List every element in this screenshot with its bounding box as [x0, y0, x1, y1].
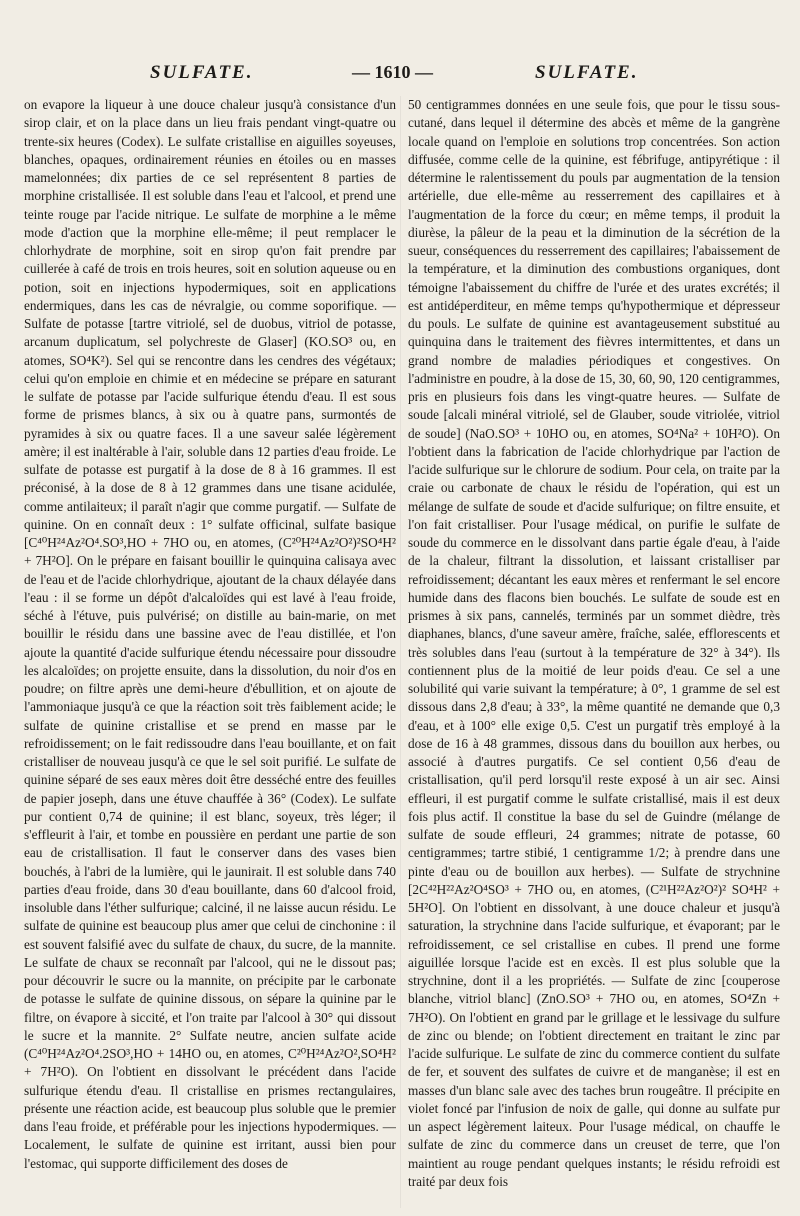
running-title-right: SULFATE. [535, 62, 639, 83]
left-column-text: on evapore la liqueur à une douce chaleur jusqu'à consistance d'un sirop clair, et on la place dans un lieu frais pendant vingt-quatre ou trente-six heures (Codex). Le sulfate cristallise en aiguilles soyeuses, blanches, opaques, ordinairement réunies en étoiles ou en masses mamelonnées; dix parties de ce sel représentent 8 parties de morphine cristallisée. Il est soluble dans l'eau et l'alcool, et prend une teinte rouge par l'acide nitrique. Le sulfate de morphine a le même mode d'action que la morphine elle-même; il peut remplacer le chlorhydrate de morphine, soit en sirop qu'on fait prendre par cuillerée à café de trois en trois heures, soit en solution aqueuse ou en potion, soit en injections hypodermiques, soit en applications endermiques, dans les cas de névralgie, ou comme soporifique. — Sulfate de potasse [tartre vitriolé, sel de duobus, vitriol de potasse, arcanum duplicatum, sel polychreste de Glaser] (KO.SO³ ou, en atomes, SO⁴K²). Sel qui se rencontre dans les cendres des végétaux; celui qu'on emploie en chimie et en médecine se prépare en saturant le sulfate de potasse par l'acide sulfurique étendu d'eau. Il est sous forme de prismes blancs, à six ou à quatre pans, surmontés de pyramides à six ou quatre faces. Il a une saveur salée légèrement amère; il est inaltérable à l'air, soluble dans 12 parties d'eau froide. Le sulfate de potasse est purgatif à la dose de 8 à 16 grammes. Il est préconisé, à la dose de 8 à 12 grammes dans une tisane acidulée, comme antilaiteux; il paraît n'agir que comme purgatif. — Sulfate de quinine. On en connaît deux : 1° sulfate officinal, sulfate basique [C⁴⁰H²⁴Az²O⁴.SO³,HO + 7HO ou, en atomes, (C²⁰H²⁴Az²O²)²SO⁴H² + 7H²O]. On le prépare en faisant bouillir le quinquina calisaya avec de l'eau et de l'acide chlorhydrique, ajoutant de la chaux délayée dans l'eau : il se forme un dépôt d'alcaloïdes qui est lavé à l'eau froide, séché à l'étuve, puis pulvérisé; on distille au bain-marie, on met bouillir le résidu dans une bassine avec de l'eau distillée, et l'on ajoute la quantité d'acide sulfurique étendu nécessaire pour dissoudre les alcaloïdes; on projette ensuite, dans la dissolution, du noir d'os en poudre; on filtre après une demi-heure d'ébullition, et on ajoute de l'ammoniaque jusqu'à ce que la réaction soit très faiblement acide; le sulfate de quinine cristallise et se prend en masse par le refroidissement; on le fait redissoudre dans l'eau bouillante, et on fait cristalliser de nouveau jusqu'à ce que le sel soit purifié. Le sulfate de quinine séparé de ses eaux mères doit être desséché entre des feuilles de papier joseph, dans une étuve chauffée à 36° (Codex). Le sulfate pur contient 0,74 de quinine; il est blanc, soyeux, très léger; il s'effleurit à l'air, et tombe en poussière en perdant une partie de son eau de cristallisation. Il faut le conserver dans des vases bien bouchés, à l'abri de la lumière, qui le jaunirait. Il est soluble dans 740 parties d'eau froide, dans 30 d'eau bouillante, dans 60 d'alcool froid, insoluble dans l'éther sulfurique; calciné, il ne laisse aucun résidu. Le sulfate de quinine est beaucoup plus amer que celui de cinchonine : il est souvent falsifié avec du sulfate de chaux, du sucre, de la mannite. Le sulfate de chaux se reconnaît par l'alcool, qui ne le dissout pas; pour découvrir le sucre ou la mannite, on précipite par le carbonate de potasse le sulfate de quinine dissous, on sépare la quinine par le filtre, on évapore à siccité, et l'on traite par l'alcool à 30° qui dissout le sucre et la mannite. 2° Sulfate neutre, ancien sulfate acide (C⁴⁰H²⁴Az²O⁴.2SO³,HO + 14HO ou, en atomes, C²⁰H²⁴Az²O²,SO⁴H² + 7H²O). On l'obtient en dissolvant le précédent dans l'acide sulfurique étendu d'eau. Il cristallise en prismes rectangulaires, présente une réaction acide, est beaucoup plus soluble que le premier dans l'eau froide, et préférable pour les injections hypodermiques. — Localement, le sulfate de quinine est irritant, aussi bien pour l'estomac, qui supporte difficilement des doses de [24, 97, 396, 1171]
left-column [24, 96, 396, 1208]
right-column-text: 50 centigrammes données en une seule fois, que pour le tissu sous-cutané, dans lequel il détermine des abcès et même de la gangrène locale quand on l'emploie en solutions trop concentrées. Son action diffusée, comme celle de la quinine, est fébrifuge, antipyrétique : il détermine le ralentissement du pouls par augmentation de la tension artérielle, due elle-même au resserrement des capillaires et à l'augmentation de la force du cœur; en même temps, il produit la diurèse, la pâleur de la peau et la diminution de la sécrétion de la sueur, conséquences du resserrement des capillaires; l'abaissement de la température, et la diminution des combustions organiques, dont témoigne l'abaissement du chiffre de l'urée et des urates excrétés; il est antidéperditeur, en même temps qu'hypothermique et dépresseur du pouls. Le sulfate de quinine est avantageusement substitué au quinquina dans le traitement des fièvres intermittentes, et dans un grand nombre de maladies périodiques et congestives. On l'administre en poudre, à la dose de 15, 30, 60, 90, 120 centigrammes, pris en plusieurs fois dans les vingt-quatre heures. — Sulfate de soude [alcali minéral vitriolé, sel de Glauber, soude vitriolée, vitriol de soude] (NaO.SO³ + 10HO ou, en atomes, SO⁴Na² + 10H²O). On l'obtient dans la fabrication de l'acide chlorhydrique par l'action de l'acide sulfurique sur le chlorure de sodium. Pour cela, on traite par la craie ou carbonate de chaux le résidu de l'opération, qui est un mélange de sulfate de soude et d'acide sulfurique; on filtre ensuite, et l'on fait cristalliser. Pour l'usage médical, on purifie le sulfate de soude du commerce en le dissolvant dans partie égale d'eau, à l'aide de la chaleur, filtrant la dissolution, et laissant cristalliser par refroidissement; décantant les eaux mères et renfermant le sel encore humide dans des flacons bien bouchés. Le sulfate de soude est en prismes à six pans, cannelés, terminés par un sommet dièdre, très diaphanes, blancs, d'une saveur amère, fraîche, salée, efflorescents et très solubles dans l'eau (surtout à la température de 32° à 34°). Ils contiennent plus de la moitié de leur poids d'eau. Ce sel a une solubilité qui varie suivant la température; à 0°, 1 gramme de sel est dissous dans 2,8 d'eau; à 33°, la même quantité ne demande que 0,3 d'eau, et à 100° elle exige 0,5. C'est un purgatif très employé à la dose de 16 à 48 grammes, dissous dans du bouillon aux herbes, ou associé à d'autres purgatifs. Ce sel contient 0,56 d'eau de cristallisation, qu'il perd lorsqu'il reste exposé à un air sec. Ainsi effleuri, il est purgatif comme le sulfate cristallisé, mais il est deux fois plus actif. Il constitue la base du sel de Guindre (mélange de sulfate de soude effleuri, 24 grammes; nitrate de potasse, 60 centigrammes; tartre stibié, 1 centigramme 1/2; à prendre dans une pinte d'eau ou de bouillon aux herbes). — Sulfate de strychnine [2C⁴²H²²Az²O⁴SO³ + 7HO ou, en atomes, (C²¹H²²Az²O²)² SO⁴H² + 5H²O]. On l'obtient en dissolvant, à une douce chaleur et jusqu'à saturation, la strychnine dans l'acide sulfurique, et évaporant; par le refroidissement, ce sel cristallise en cubes. Il prend une forme aiguillée lorsque l'acide est en excès. Il est plus soluble que la strychnine, dont il a les propriétés. — Sulfate de zinc [couperose blanche, vitriol blanc] (ZnO.SO³ + 7HO ou, en atomes, SO⁴Zn + 7H²O). On l'obtient en grand par le grillage et le lessivage du sulfure de zinc ou blende; on l'obtient directement en traitant le zinc par l'acide sulfurique. Le sulfate de zinc du commerce contient du sulfate de fer, et souvent des sulfates de cuivre et de manganèse; il est en masses d'un blanc sale avec des taches brun rougeâtre. Il précipite en violet foncé par l'infusion de noix de galle, qui donne au sulfate pur un aspect légèrement laiteux. Pour l'usage médical, on chauffe le sulfate de zinc du commerce dans un creuset de terre, que l'on maintient au rouge pendant quelques instants; le résidu refroidi est traité par deux fois [408, 97, 780, 1189]
page-number: — 1610 — [352, 62, 433, 82]
page-header [0, 62, 800, 92]
column-gutter [400, 96, 401, 1208]
running-title-left: SULFATE. [150, 62, 254, 83]
right-column [408, 96, 780, 1208]
